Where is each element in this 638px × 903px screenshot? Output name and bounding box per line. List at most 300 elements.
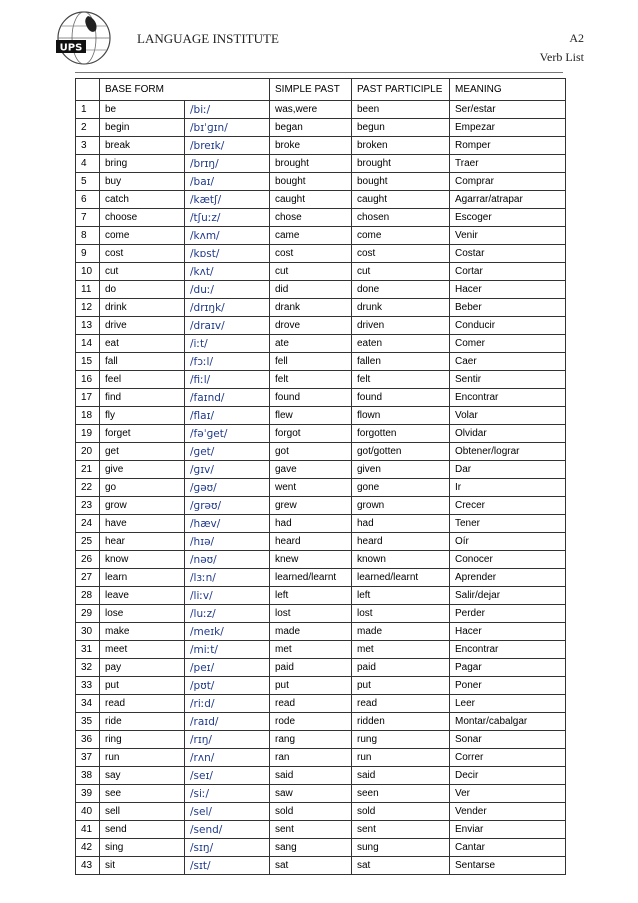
past-participle-cell: fallen xyxy=(352,353,450,371)
base-form-cell: be xyxy=(100,101,185,119)
row-number: 39 xyxy=(76,785,100,803)
meaning-cell: Encontrar xyxy=(450,389,566,407)
table-row xyxy=(76,191,566,209)
table-row xyxy=(76,713,566,731)
row-number: 18 xyxy=(76,407,100,425)
row-number: 14 xyxy=(76,335,100,353)
pronunciation-cell: /duː/ xyxy=(185,281,270,299)
meaning-cell: Vender xyxy=(450,803,566,821)
table-row xyxy=(76,857,566,875)
simple-past-cell: had xyxy=(270,515,352,533)
table-row xyxy=(76,533,566,551)
base-form-cell: know xyxy=(100,551,185,569)
simple-past-cell: was,were xyxy=(270,101,352,119)
pronunciation-cell: /miːt/ xyxy=(185,641,270,659)
simple-past-cell: put xyxy=(270,677,352,695)
meaning-cell: Agarrar/atrapar xyxy=(450,191,566,209)
past-participle-cell: been xyxy=(352,101,450,119)
row-number: 12 xyxy=(76,299,100,317)
table-row xyxy=(76,299,566,317)
row-number: 38 xyxy=(76,767,100,785)
pronunciation-cell: /kɒst/ xyxy=(185,245,270,263)
simple-past-cell: bought xyxy=(270,173,352,191)
simple-past-cell: paid xyxy=(270,659,352,677)
simple-past-cell: cut xyxy=(270,263,352,281)
base-form-cell: have xyxy=(100,515,185,533)
row-number: 29 xyxy=(76,605,100,623)
row-number: 31 xyxy=(76,641,100,659)
meaning-cell: Aprender xyxy=(450,569,566,587)
past-participle-cell: grown xyxy=(352,497,450,515)
simple-past-cell: broke xyxy=(270,137,352,155)
row-number: 17 xyxy=(76,389,100,407)
row-number: 21 xyxy=(76,461,100,479)
pronunciation-cell: /luːz/ xyxy=(185,605,270,623)
base-form-cell: meet xyxy=(100,641,185,659)
table-row xyxy=(76,605,566,623)
base-form-cell: fall xyxy=(100,353,185,371)
pronunciation-cell: /meɪk/ xyxy=(185,623,270,641)
globe-logo-icon xyxy=(54,10,114,66)
past-participle-cell: paid xyxy=(352,659,450,677)
past-participle-cell: come xyxy=(352,227,450,245)
row-number: 6 xyxy=(76,191,100,209)
past-participle-cell: begun xyxy=(352,119,450,137)
row-number: 25 xyxy=(76,533,100,551)
meaning-cell: Ver xyxy=(450,785,566,803)
simple-past-cell: chose xyxy=(270,209,352,227)
logo-text: UPS xyxy=(59,42,83,54)
past-participle-cell: found xyxy=(352,389,450,407)
pronunciation-cell: /ɡɪv/ xyxy=(185,461,270,479)
pronunciation-cell: /kʌm/ xyxy=(185,227,270,245)
base-form-cell: come xyxy=(100,227,185,245)
table-row xyxy=(76,119,566,137)
simple-past-cell: met xyxy=(270,641,352,659)
base-form-cell: cut xyxy=(100,263,185,281)
past-participle-cell: run xyxy=(352,749,450,767)
table-row xyxy=(76,821,566,839)
past-participle-cell: said xyxy=(352,767,450,785)
simple-past-cell: drove xyxy=(270,317,352,335)
row-number: 24 xyxy=(76,515,100,533)
row-number: 20 xyxy=(76,443,100,461)
base-form-cell: ride xyxy=(100,713,185,731)
base-form-cell: drive xyxy=(100,317,185,335)
past-participle-cell: flown xyxy=(352,407,450,425)
row-number: 30 xyxy=(76,623,100,641)
base-form-cell: make xyxy=(100,623,185,641)
table-row xyxy=(76,317,566,335)
row-number: 16 xyxy=(76,371,100,389)
past-participle-cell: got/gotten xyxy=(352,443,450,461)
pronunciation-cell: /riːd/ xyxy=(185,695,270,713)
base-form-cell: pay xyxy=(100,659,185,677)
row-number: 7 xyxy=(76,209,100,227)
past-participle-cell: made xyxy=(352,623,450,641)
past-participle-cell: read xyxy=(352,695,450,713)
table-row xyxy=(76,461,566,479)
base-form-cell: forget xyxy=(100,425,185,443)
pronunciation-cell: /ɡet/ xyxy=(185,443,270,461)
base-form-cell: sit xyxy=(100,857,185,875)
simple-past-cell: left xyxy=(270,587,352,605)
past-participle-cell: left xyxy=(352,587,450,605)
meaning-cell: Dar xyxy=(450,461,566,479)
pronunciation-cell: /faɪnd/ xyxy=(185,389,270,407)
meaning-cell: Conducir xyxy=(450,317,566,335)
pronunciation-cell: /pʊt/ xyxy=(185,677,270,695)
table-row xyxy=(76,659,566,677)
base-form-cell: sing xyxy=(100,839,185,857)
institute-name: LANGUAGE INSTITUTE xyxy=(137,31,279,46)
row-number: 9 xyxy=(76,245,100,263)
simple-past-cell: sent xyxy=(270,821,352,839)
past-participle-cell: met xyxy=(352,641,450,659)
base-form-cell: fly xyxy=(100,407,185,425)
simple-past-cell: found xyxy=(270,389,352,407)
row-number: 22 xyxy=(76,479,100,497)
table-row xyxy=(76,353,566,371)
row-number: 40 xyxy=(76,803,100,821)
meaning-cell: Hacer xyxy=(450,281,566,299)
meaning-cell: Pagar xyxy=(450,659,566,677)
base-form-cell: bring xyxy=(100,155,185,173)
meaning-cell: Enviar xyxy=(450,821,566,839)
past-participle-cell: cut xyxy=(352,263,450,281)
past-participle-cell: sat xyxy=(352,857,450,875)
pronunciation-cell: /rɪŋ/ xyxy=(185,731,270,749)
row-number: 11 xyxy=(76,281,100,299)
pronunciation-cell: /fɔːl/ xyxy=(185,353,270,371)
past-participle-cell: learned/learnt xyxy=(352,569,450,587)
simple-past-cell: grew xyxy=(270,497,352,515)
base-form-cell: choose xyxy=(100,209,185,227)
meaning-cell: Ser/estar xyxy=(450,101,566,119)
table-row xyxy=(76,173,566,191)
pronunciation-cell: /tʃuːz/ xyxy=(185,209,270,227)
past-participle-cell: bought xyxy=(352,173,450,191)
past-participle-cell: known xyxy=(352,551,450,569)
row-number: 32 xyxy=(76,659,100,677)
base-form-cell: catch xyxy=(100,191,185,209)
past-participle-cell: broken xyxy=(352,137,450,155)
base-form-cell: say xyxy=(100,767,185,785)
base-form-cell: drink xyxy=(100,299,185,317)
row-number: 41 xyxy=(76,821,100,839)
simple-past-cell: gave xyxy=(270,461,352,479)
simple-past-cell: sang xyxy=(270,839,352,857)
meaning-cell: Sentarse xyxy=(450,857,566,875)
base-form-cell: sell xyxy=(100,803,185,821)
simple-past-cell: read xyxy=(270,695,352,713)
past-participle-cell: heard xyxy=(352,533,450,551)
row-number: 13 xyxy=(76,317,100,335)
row-number: 1 xyxy=(76,101,100,119)
base-form-cell: read xyxy=(100,695,185,713)
meaning-cell: Sentir xyxy=(450,371,566,389)
table-row xyxy=(76,767,566,785)
pronunciation-cell: /sel/ xyxy=(185,803,270,821)
pronunciation-cell: /biː/ xyxy=(185,101,270,119)
table-header-row xyxy=(76,79,566,101)
header-divider xyxy=(75,72,563,73)
past-participle-cell: seen xyxy=(352,785,450,803)
simple-past-cell: learned/learnt xyxy=(270,569,352,587)
simple-past-cell: forgot xyxy=(270,425,352,443)
simple-past-cell: brought xyxy=(270,155,352,173)
institute-logo xyxy=(54,10,114,66)
table-row xyxy=(76,263,566,281)
table-row xyxy=(76,515,566,533)
table-row xyxy=(76,587,566,605)
row-number: 4 xyxy=(76,155,100,173)
past-participle-cell: drunk xyxy=(352,299,450,317)
past-participle-cell: cost xyxy=(352,245,450,263)
base-form-cell: lose xyxy=(100,605,185,623)
simple-past-cell: knew xyxy=(270,551,352,569)
meaning-cell: Volar xyxy=(450,407,566,425)
past-participle-cell: driven xyxy=(352,317,450,335)
meaning-cell: Comprar xyxy=(450,173,566,191)
row-number: 42 xyxy=(76,839,100,857)
base-form-cell: feel xyxy=(100,371,185,389)
table-row xyxy=(76,389,566,407)
simple-past-cell: got xyxy=(270,443,352,461)
table-row xyxy=(76,569,566,587)
meaning-cell: Cortar xyxy=(450,263,566,281)
simple-past-cell: sold xyxy=(270,803,352,821)
row-number: 26 xyxy=(76,551,100,569)
table-row xyxy=(76,155,566,173)
base-form-cell: grow xyxy=(100,497,185,515)
past-participle-cell: gone xyxy=(352,479,450,497)
past-participle-cell: lost xyxy=(352,605,450,623)
verb-table-body xyxy=(76,101,566,875)
meaning-cell: Caer xyxy=(450,353,566,371)
simple-past-cell: flew xyxy=(270,407,352,425)
pronunciation-cell: /liːv/ xyxy=(185,587,270,605)
simple-past-cell: heard xyxy=(270,533,352,551)
meaning-cell: Perder xyxy=(450,605,566,623)
row-number: 3 xyxy=(76,137,100,155)
past-participle-cell: had xyxy=(352,515,450,533)
table-row xyxy=(76,227,566,245)
pronunciation-cell: /kætʃ/ xyxy=(185,191,270,209)
meaning-cell: Olvidar xyxy=(450,425,566,443)
pronunciation-cell: /breɪk/ xyxy=(185,137,270,155)
pronunciation-cell: /lɜːn/ xyxy=(185,569,270,587)
pronunciation-cell: /hɪə/ xyxy=(185,533,270,551)
pronunciation-cell: /bɪˈɡɪn/ xyxy=(185,119,270,137)
table-row xyxy=(76,839,566,857)
pronunciation-cell: /brɪŋ/ xyxy=(185,155,270,173)
pronunciation-cell: /drɪŋk/ xyxy=(185,299,270,317)
row-number: 10 xyxy=(76,263,100,281)
row-number: 28 xyxy=(76,587,100,605)
pronunciation-cell: /fiːl/ xyxy=(185,371,270,389)
pronunciation-cell: /send/ xyxy=(185,821,270,839)
base-form-cell: do xyxy=(100,281,185,299)
meaning-cell: Costar xyxy=(450,245,566,263)
meaning-cell: Romper xyxy=(450,137,566,155)
pronunciation-cell: /iːt/ xyxy=(185,335,270,353)
base-form-cell: leave xyxy=(100,587,185,605)
simple-past-cell: began xyxy=(270,119,352,137)
past-participle-cell: ridden xyxy=(352,713,450,731)
table-row xyxy=(76,371,566,389)
meaning-cell: Salir/dejar xyxy=(450,587,566,605)
row-number: 19 xyxy=(76,425,100,443)
meaning-cell: Tener xyxy=(450,515,566,533)
meaning-cell: Ir xyxy=(450,479,566,497)
header-simple-past: SIMPLE PAST xyxy=(270,79,352,101)
meaning-cell: Poner xyxy=(450,677,566,695)
pronunciation-cell: /baɪ/ xyxy=(185,173,270,191)
pronunciation-cell: /nəʊ/ xyxy=(185,551,270,569)
meaning-cell: Sonar xyxy=(450,731,566,749)
simple-past-cell: lost xyxy=(270,605,352,623)
past-participle-cell: sent xyxy=(352,821,450,839)
past-participle-cell: felt xyxy=(352,371,450,389)
row-number: 33 xyxy=(76,677,100,695)
past-participle-cell: eaten xyxy=(352,335,450,353)
list-title: Verb List xyxy=(539,50,584,64)
pronunciation-cell: /peɪ/ xyxy=(185,659,270,677)
pronunciation-cell: /kʌt/ xyxy=(185,263,270,281)
meaning-cell: Cantar xyxy=(450,839,566,857)
pronunciation-cell: /seɪ/ xyxy=(185,767,270,785)
table-row xyxy=(76,497,566,515)
table-row xyxy=(76,551,566,569)
meaning-cell: Oír xyxy=(450,533,566,551)
row-number: 36 xyxy=(76,731,100,749)
past-participle-cell: done xyxy=(352,281,450,299)
table-row xyxy=(76,695,566,713)
row-number: 23 xyxy=(76,497,100,515)
meaning-cell: Decir xyxy=(450,767,566,785)
simple-past-cell: ran xyxy=(270,749,352,767)
level-label: A2 xyxy=(569,31,584,45)
header-number xyxy=(76,79,100,101)
header-past-participle: PAST PARTICIPLE xyxy=(352,79,450,101)
past-participle-cell: chosen xyxy=(352,209,450,227)
row-number: 27 xyxy=(76,569,100,587)
pronunciation-cell: /raɪd/ xyxy=(185,713,270,731)
pronunciation-cell: /flaɪ/ xyxy=(185,407,270,425)
base-form-cell: cost xyxy=(100,245,185,263)
base-form-cell: see xyxy=(100,785,185,803)
meaning-cell: Encontrar xyxy=(450,641,566,659)
simple-past-cell: said xyxy=(270,767,352,785)
base-form-cell: begin xyxy=(100,119,185,137)
meaning-cell: Correr xyxy=(450,749,566,767)
base-form-cell: buy xyxy=(100,173,185,191)
table-row xyxy=(76,731,566,749)
past-participle-cell: put xyxy=(352,677,450,695)
table-row xyxy=(76,803,566,821)
pronunciation-cell: /fəˈɡet/ xyxy=(185,425,270,443)
simple-past-cell: sat xyxy=(270,857,352,875)
table-row xyxy=(76,209,566,227)
row-number: 5 xyxy=(76,173,100,191)
meaning-cell: Obtener/lograr xyxy=(450,443,566,461)
base-form-cell: break xyxy=(100,137,185,155)
row-number: 15 xyxy=(76,353,100,371)
pronunciation-cell: /ɡrəʊ/ xyxy=(185,497,270,515)
past-participle-cell: sung xyxy=(352,839,450,857)
row-number: 34 xyxy=(76,695,100,713)
past-participle-cell: given xyxy=(352,461,450,479)
simple-past-cell: rang xyxy=(270,731,352,749)
meaning-cell: Crecer xyxy=(450,497,566,515)
table-row xyxy=(76,443,566,461)
row-number: 2 xyxy=(76,119,100,137)
past-participle-cell: forgotten xyxy=(352,425,450,443)
table-row xyxy=(76,623,566,641)
row-number: 43 xyxy=(76,857,100,875)
meaning-cell: Empezar xyxy=(450,119,566,137)
table-row xyxy=(76,281,566,299)
simple-past-cell: saw xyxy=(270,785,352,803)
past-participle-cell: brought xyxy=(352,155,450,173)
base-form-cell: get xyxy=(100,443,185,461)
header-meaning: MEANING xyxy=(450,79,566,101)
simple-past-cell: fell xyxy=(270,353,352,371)
simple-past-cell: went xyxy=(270,479,352,497)
table-row xyxy=(76,785,566,803)
base-form-cell: run xyxy=(100,749,185,767)
meaning-cell: Hacer xyxy=(450,623,566,641)
header-base-form: BASE FORM xyxy=(100,79,270,101)
meaning-cell: Montar/cabalgar xyxy=(450,713,566,731)
pronunciation-cell: /siː/ xyxy=(185,785,270,803)
pronunciation-cell: /ɡəʊ/ xyxy=(185,479,270,497)
meaning-cell: Beber xyxy=(450,299,566,317)
row-number: 35 xyxy=(76,713,100,731)
base-form-cell: hear xyxy=(100,533,185,551)
table-row xyxy=(76,137,566,155)
past-participle-cell: caught xyxy=(352,191,450,209)
past-participle-cell: rung xyxy=(352,731,450,749)
simple-past-cell: ate xyxy=(270,335,352,353)
simple-past-cell: rode xyxy=(270,713,352,731)
base-form-cell: go xyxy=(100,479,185,497)
pronunciation-cell: /hæv/ xyxy=(185,515,270,533)
past-participle-cell: sold xyxy=(352,803,450,821)
base-form-cell: ring xyxy=(100,731,185,749)
table-row xyxy=(76,425,566,443)
table-row xyxy=(76,479,566,497)
base-form-cell: learn xyxy=(100,569,185,587)
table-row xyxy=(76,641,566,659)
meaning-cell: Leer xyxy=(450,695,566,713)
base-form-cell: eat xyxy=(100,335,185,353)
meaning-cell: Venir xyxy=(450,227,566,245)
simple-past-cell: drank xyxy=(270,299,352,317)
table-row xyxy=(76,245,566,263)
base-form-cell: find xyxy=(100,389,185,407)
simple-past-cell: caught xyxy=(270,191,352,209)
simple-past-cell: cost xyxy=(270,245,352,263)
pronunciation-cell: /draɪv/ xyxy=(185,317,270,335)
pronunciation-cell: /sɪŋ/ xyxy=(185,839,270,857)
table-row xyxy=(76,407,566,425)
row-number: 37 xyxy=(76,749,100,767)
base-form-cell: put xyxy=(100,677,185,695)
table-row xyxy=(76,101,566,119)
table-row xyxy=(76,677,566,695)
